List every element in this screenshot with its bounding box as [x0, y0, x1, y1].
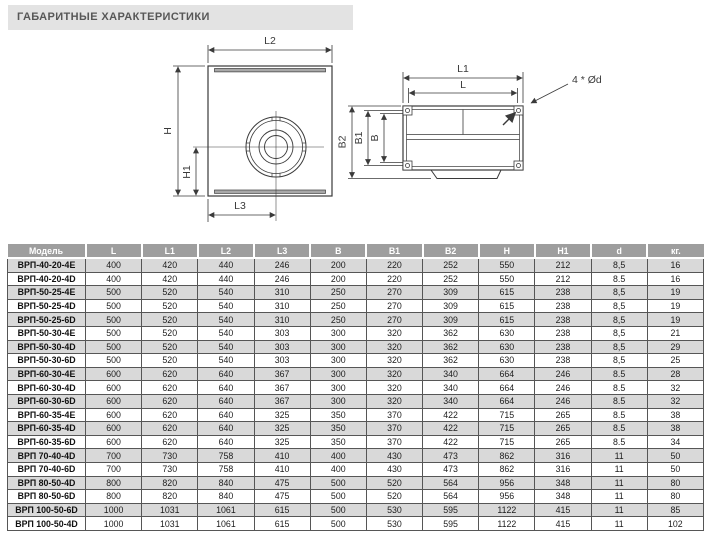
value-cell: 440	[198, 258, 254, 272]
value-cell: 246	[254, 272, 310, 286]
value-cell: 310	[254, 313, 310, 327]
value-cell: 220	[366, 272, 422, 286]
table-body	[8, 258, 704, 530]
value-cell: 540	[198, 340, 254, 354]
value-cell: 840	[198, 490, 254, 504]
value-cell: 11	[591, 449, 647, 463]
column-header: B2	[423, 244, 479, 258]
model-cell: ВРП 70-40-6D	[8, 462, 86, 476]
value-cell: 316	[535, 462, 591, 476]
value-cell: 250	[310, 299, 366, 313]
value-cell: 615	[479, 286, 535, 300]
value-cell: 250	[310, 313, 366, 327]
column-header: L	[86, 244, 142, 258]
value-cell: 362	[423, 354, 479, 368]
value-cell: 34	[647, 435, 703, 449]
value-cell: 362	[423, 326, 479, 340]
value-cell: 200	[310, 272, 366, 286]
value-cell: 38	[647, 408, 703, 422]
value-cell: 370	[366, 422, 422, 436]
value-cell: 1122	[479, 517, 535, 531]
model-cell: ВРП-60-35-4D	[8, 422, 86, 436]
column-header: d	[591, 244, 647, 258]
value-cell: 715	[479, 422, 535, 436]
value-cell: 300	[310, 394, 366, 408]
model-cell: ВРП-60-35-6D	[8, 435, 86, 449]
value-cell: 250	[310, 286, 366, 300]
front-view	[173, 45, 332, 222]
value-cell: 758	[198, 449, 254, 463]
value-cell: 8.5	[591, 435, 647, 449]
column-header: B	[310, 244, 366, 258]
column-header: B1	[366, 244, 422, 258]
column-header: L3	[254, 244, 310, 258]
value-cell: 238	[535, 286, 591, 300]
table-row	[8, 422, 704, 436]
value-cell: 85	[647, 503, 703, 517]
value-cell: 520	[142, 354, 198, 368]
table-row	[8, 462, 704, 476]
value-cell: 8.5	[591, 408, 647, 422]
value-cell: 715	[479, 408, 535, 422]
value-cell: 300	[310, 340, 366, 354]
value-cell: 600	[86, 367, 142, 381]
value-cell: 8.5	[591, 367, 647, 381]
value-cell: 300	[310, 326, 366, 340]
value-cell: 270	[366, 313, 422, 327]
value-cell: 270	[366, 286, 422, 300]
value-cell: 550	[479, 258, 535, 272]
value-cell: 540	[198, 354, 254, 368]
model-cell: ВРП-50-25-4Е	[8, 286, 86, 300]
value-cell: 270	[366, 299, 422, 313]
model-cell: ВРП 80-50-6D	[8, 490, 86, 504]
value-cell: 520	[142, 299, 198, 313]
value-cell: 303	[254, 326, 310, 340]
value-cell: 316	[535, 449, 591, 463]
value-cell: 246	[254, 258, 310, 272]
table-row	[8, 326, 704, 340]
value-cell: 520	[366, 490, 422, 504]
label-l3: L3	[234, 200, 246, 212]
value-cell: 530	[366, 517, 422, 531]
table-row	[8, 272, 704, 286]
value-cell: 16	[647, 272, 703, 286]
table-row	[8, 503, 704, 517]
value-cell: 640	[198, 408, 254, 422]
value-cell: 415	[535, 517, 591, 531]
value-cell: 420	[142, 258, 198, 272]
table-row	[8, 367, 704, 381]
table-row	[8, 299, 704, 313]
dimensional-drawing	[0, 0, 710, 244]
value-cell: 28	[647, 367, 703, 381]
dimensions-table	[7, 244, 704, 531]
value-cell: 640	[198, 394, 254, 408]
value-cell: 473	[423, 462, 479, 476]
value-cell: 32	[647, 381, 703, 395]
value-cell: 303	[254, 354, 310, 368]
column-header: H1	[535, 244, 591, 258]
value-cell: 475	[254, 476, 310, 490]
value-cell: 238	[535, 326, 591, 340]
value-cell: 367	[254, 394, 310, 408]
value-cell: 430	[366, 462, 422, 476]
value-cell: 8.5	[591, 422, 647, 436]
value-cell: 500	[86, 326, 142, 340]
table-row	[8, 340, 704, 354]
value-cell: 420	[142, 272, 198, 286]
value-cell: 102	[647, 517, 703, 531]
table-row	[8, 449, 704, 463]
top-view	[348, 72, 568, 179]
value-cell: 50	[647, 462, 703, 476]
value-cell: 400	[310, 462, 366, 476]
value-cell: 11	[591, 503, 647, 517]
value-cell: 348	[535, 490, 591, 504]
table-row	[8, 408, 704, 422]
label-l: L	[460, 79, 466, 91]
value-cell: 8,5	[591, 354, 647, 368]
table-row	[8, 394, 704, 408]
value-cell: 370	[366, 408, 422, 422]
value-cell: 630	[479, 354, 535, 368]
value-cell: 520	[142, 286, 198, 300]
value-cell: 664	[479, 381, 535, 395]
value-cell: 1000	[86, 517, 142, 531]
value-cell: 246	[535, 381, 591, 395]
value-cell: 16	[647, 258, 703, 272]
value-cell: 25	[647, 354, 703, 368]
value-cell: 430	[366, 449, 422, 463]
value-cell: 238	[535, 299, 591, 313]
value-cell: 1122	[479, 503, 535, 517]
value-cell: 840	[198, 476, 254, 490]
value-cell: 595	[423, 517, 479, 531]
value-cell: 500	[310, 503, 366, 517]
label-h1: H1	[181, 165, 193, 179]
value-cell: 640	[198, 381, 254, 395]
value-cell: 620	[142, 367, 198, 381]
label-l2: L2	[264, 35, 276, 47]
column-header: H	[479, 244, 535, 258]
value-cell: 473	[423, 449, 479, 463]
value-cell: 309	[423, 299, 479, 313]
model-cell: ВРП 80-50-4D	[8, 476, 86, 490]
value-cell: 320	[366, 340, 422, 354]
value-cell: 1031	[142, 517, 198, 531]
value-cell: 50	[647, 449, 703, 463]
column-header: Модель	[8, 244, 86, 258]
value-cell: 410	[254, 462, 310, 476]
value-cell: 212	[535, 272, 591, 286]
value-cell: 620	[142, 422, 198, 436]
dim-b	[380, 114, 403, 163]
value-cell: 11	[591, 517, 647, 531]
value-cell: 8,5	[591, 326, 647, 340]
value-cell: 252	[423, 258, 479, 272]
value-cell: 400	[310, 449, 366, 463]
value-cell: 265	[535, 435, 591, 449]
value-cell: 520	[142, 326, 198, 340]
value-cell: 8,5	[591, 258, 647, 272]
value-cell: 600	[86, 408, 142, 422]
value-cell: 422	[423, 408, 479, 422]
section-title: ГАБАРИТНЫЕ ХАРАКТЕРИСТИКИ	[8, 5, 353, 30]
value-cell: 800	[86, 476, 142, 490]
label-b: B	[369, 134, 381, 142]
value-cell: 19	[647, 299, 703, 313]
value-cell: 212	[535, 258, 591, 272]
value-cell: 1061	[198, 517, 254, 531]
model-cell: ВРП-50-30-6D	[8, 354, 86, 368]
value-cell: 715	[479, 435, 535, 449]
value-cell: 8,5	[591, 299, 647, 313]
value-cell: 615	[254, 517, 310, 531]
value-cell: 520	[142, 340, 198, 354]
value-cell: 325	[254, 422, 310, 436]
value-cell: 350	[310, 422, 366, 436]
value-cell: 252	[423, 272, 479, 286]
value-cell: 8,5	[591, 313, 647, 327]
table-row	[8, 490, 704, 504]
value-cell: 640	[198, 435, 254, 449]
column-header: кг.	[647, 244, 703, 258]
label-holes: 4 * Ød	[572, 74, 602, 86]
table-row	[8, 286, 704, 300]
value-cell: 500	[310, 517, 366, 531]
value-cell: 600	[86, 394, 142, 408]
value-cell: 700	[86, 462, 142, 476]
value-cell: 620	[142, 381, 198, 395]
value-cell: 246	[535, 394, 591, 408]
value-cell: 362	[423, 340, 479, 354]
value-cell: 220	[366, 258, 422, 272]
value-cell: 309	[423, 313, 479, 327]
value-cell: 367	[254, 381, 310, 395]
value-cell: 11	[591, 476, 647, 490]
value-cell: 8.5	[591, 272, 647, 286]
value-cell: 310	[254, 286, 310, 300]
value-cell: 1000	[86, 503, 142, 517]
label-b1: B1	[353, 131, 365, 145]
table-row	[8, 476, 704, 490]
value-cell: 500	[86, 340, 142, 354]
label-b2: B2	[336, 135, 349, 149]
table-row	[8, 354, 704, 368]
value-cell: 664	[479, 394, 535, 408]
value-cell: 11	[591, 462, 647, 476]
value-cell: 620	[142, 408, 198, 422]
value-cell: 310	[254, 299, 310, 313]
value-cell: 367	[254, 367, 310, 381]
table-row	[8, 313, 704, 327]
value-cell: 595	[423, 503, 479, 517]
column-header: L1	[142, 244, 198, 258]
value-cell: 19	[647, 313, 703, 327]
value-cell: 300	[310, 367, 366, 381]
value-cell: 440	[198, 272, 254, 286]
value-cell: 615	[479, 299, 535, 313]
value-cell: 540	[198, 326, 254, 340]
value-cell: 415	[535, 503, 591, 517]
model-cell: ВРП-60-35-4Е	[8, 408, 86, 422]
value-cell: 600	[86, 381, 142, 395]
table-row	[8, 258, 704, 272]
value-cell: 38	[647, 422, 703, 436]
value-cell: 520	[142, 313, 198, 327]
value-cell: 820	[142, 476, 198, 490]
value-cell: 340	[423, 367, 479, 381]
value-cell: 500	[310, 490, 366, 504]
value-cell: 309	[423, 286, 479, 300]
value-cell: 8,5	[591, 286, 647, 300]
value-cell: 620	[142, 435, 198, 449]
value-cell: 862	[479, 449, 535, 463]
value-cell: 800	[86, 490, 142, 504]
value-cell: 265	[535, 408, 591, 422]
value-cell: 500	[86, 313, 142, 327]
table-row	[8, 517, 704, 531]
value-cell: 550	[479, 272, 535, 286]
value-cell: 500	[310, 476, 366, 490]
value-cell: 410	[254, 449, 310, 463]
label-l1: L1	[457, 63, 469, 75]
value-cell: 300	[310, 354, 366, 368]
value-cell: 500	[86, 299, 142, 313]
value-cell: 630	[479, 340, 535, 354]
value-cell: 19	[647, 286, 703, 300]
label-h: H	[162, 127, 174, 135]
bottom-flange	[215, 190, 326, 193]
value-cell: 1031	[142, 503, 198, 517]
value-cell: 320	[366, 381, 422, 395]
value-cell: 200	[310, 258, 366, 272]
model-cell: ВРП 100-50-6D	[8, 503, 86, 517]
model-cell: ВРП-50-30-4Е	[8, 326, 86, 340]
value-cell: 600	[86, 435, 142, 449]
value-cell: 564	[423, 476, 479, 490]
value-cell: 540	[198, 299, 254, 313]
value-cell: 1061	[198, 503, 254, 517]
value-cell: 320	[366, 394, 422, 408]
value-cell: 664	[479, 367, 535, 381]
table-header-row	[8, 244, 704, 258]
model-cell: ВРП-60-30-6D	[8, 394, 86, 408]
table-row	[8, 435, 704, 449]
value-cell: 400	[86, 272, 142, 286]
model-cell: ВРП 100-50-4D	[8, 517, 86, 531]
value-cell: 350	[310, 435, 366, 449]
value-cell: 370	[366, 435, 422, 449]
value-cell: 540	[198, 286, 254, 300]
value-cell: 32	[647, 394, 703, 408]
top-flange	[215, 69, 326, 72]
value-cell: 325	[254, 435, 310, 449]
value-cell: 422	[423, 435, 479, 449]
value-cell: 730	[142, 462, 198, 476]
model-cell: ВРП 70-40-4D	[8, 449, 86, 463]
value-cell: 80	[647, 490, 703, 504]
value-cell: 80	[647, 476, 703, 490]
value-cell: 630	[479, 326, 535, 340]
value-cell: 340	[423, 381, 479, 395]
value-cell: 956	[479, 490, 535, 504]
model-cell: ВРП-40-20-4D	[8, 272, 86, 286]
model-cell: ВРП-60-30-4D	[8, 381, 86, 395]
value-cell: 640	[198, 367, 254, 381]
value-cell: 475	[254, 490, 310, 504]
value-cell: 320	[366, 326, 422, 340]
value-cell: 8.5	[591, 394, 647, 408]
value-cell: 340	[423, 394, 479, 408]
value-cell: 350	[310, 408, 366, 422]
value-cell: 564	[423, 490, 479, 504]
model-cell: ВРП-50-25-6D	[8, 313, 86, 327]
value-cell: 600	[86, 422, 142, 436]
value-cell: 422	[423, 422, 479, 436]
fan-scroll	[431, 170, 501, 179]
value-cell: 640	[198, 422, 254, 436]
value-cell: 348	[535, 476, 591, 490]
value-cell: 238	[535, 354, 591, 368]
value-cell: 758	[198, 462, 254, 476]
model-cell: ВРП-50-25-4D	[8, 299, 86, 313]
value-cell: 615	[254, 503, 310, 517]
value-cell: 400	[86, 258, 142, 272]
value-cell: 700	[86, 449, 142, 463]
model-cell: ВРП-50-30-4D	[8, 340, 86, 354]
value-cell: 21	[647, 326, 703, 340]
value-cell: 246	[535, 367, 591, 381]
value-cell: 303	[254, 340, 310, 354]
value-cell: 500	[86, 354, 142, 368]
value-cell: 500	[86, 286, 142, 300]
value-cell: 320	[366, 367, 422, 381]
column-header: L2	[198, 244, 254, 258]
value-cell: 238	[535, 313, 591, 327]
value-cell: 530	[366, 503, 422, 517]
value-cell: 320	[366, 354, 422, 368]
value-cell: 540	[198, 313, 254, 327]
value-cell: 956	[479, 476, 535, 490]
table-row	[8, 381, 704, 395]
value-cell: 300	[310, 381, 366, 395]
value-cell: 325	[254, 408, 310, 422]
value-cell: 29	[647, 340, 703, 354]
model-cell: ВРП-60-30-4Е	[8, 367, 86, 381]
value-cell: 11	[591, 490, 647, 504]
dim-l2	[208, 45, 332, 63]
value-cell: 520	[366, 476, 422, 490]
model-cell: ВРП-40-20-4Е	[8, 258, 86, 272]
value-cell: 238	[535, 340, 591, 354]
value-cell: 620	[142, 394, 198, 408]
value-cell: 8,5	[591, 340, 647, 354]
value-cell: 615	[479, 313, 535, 327]
value-cell: 730	[142, 449, 198, 463]
value-cell: 820	[142, 490, 198, 504]
value-cell: 8.5	[591, 381, 647, 395]
value-cell: 265	[535, 422, 591, 436]
value-cell: 862	[479, 462, 535, 476]
